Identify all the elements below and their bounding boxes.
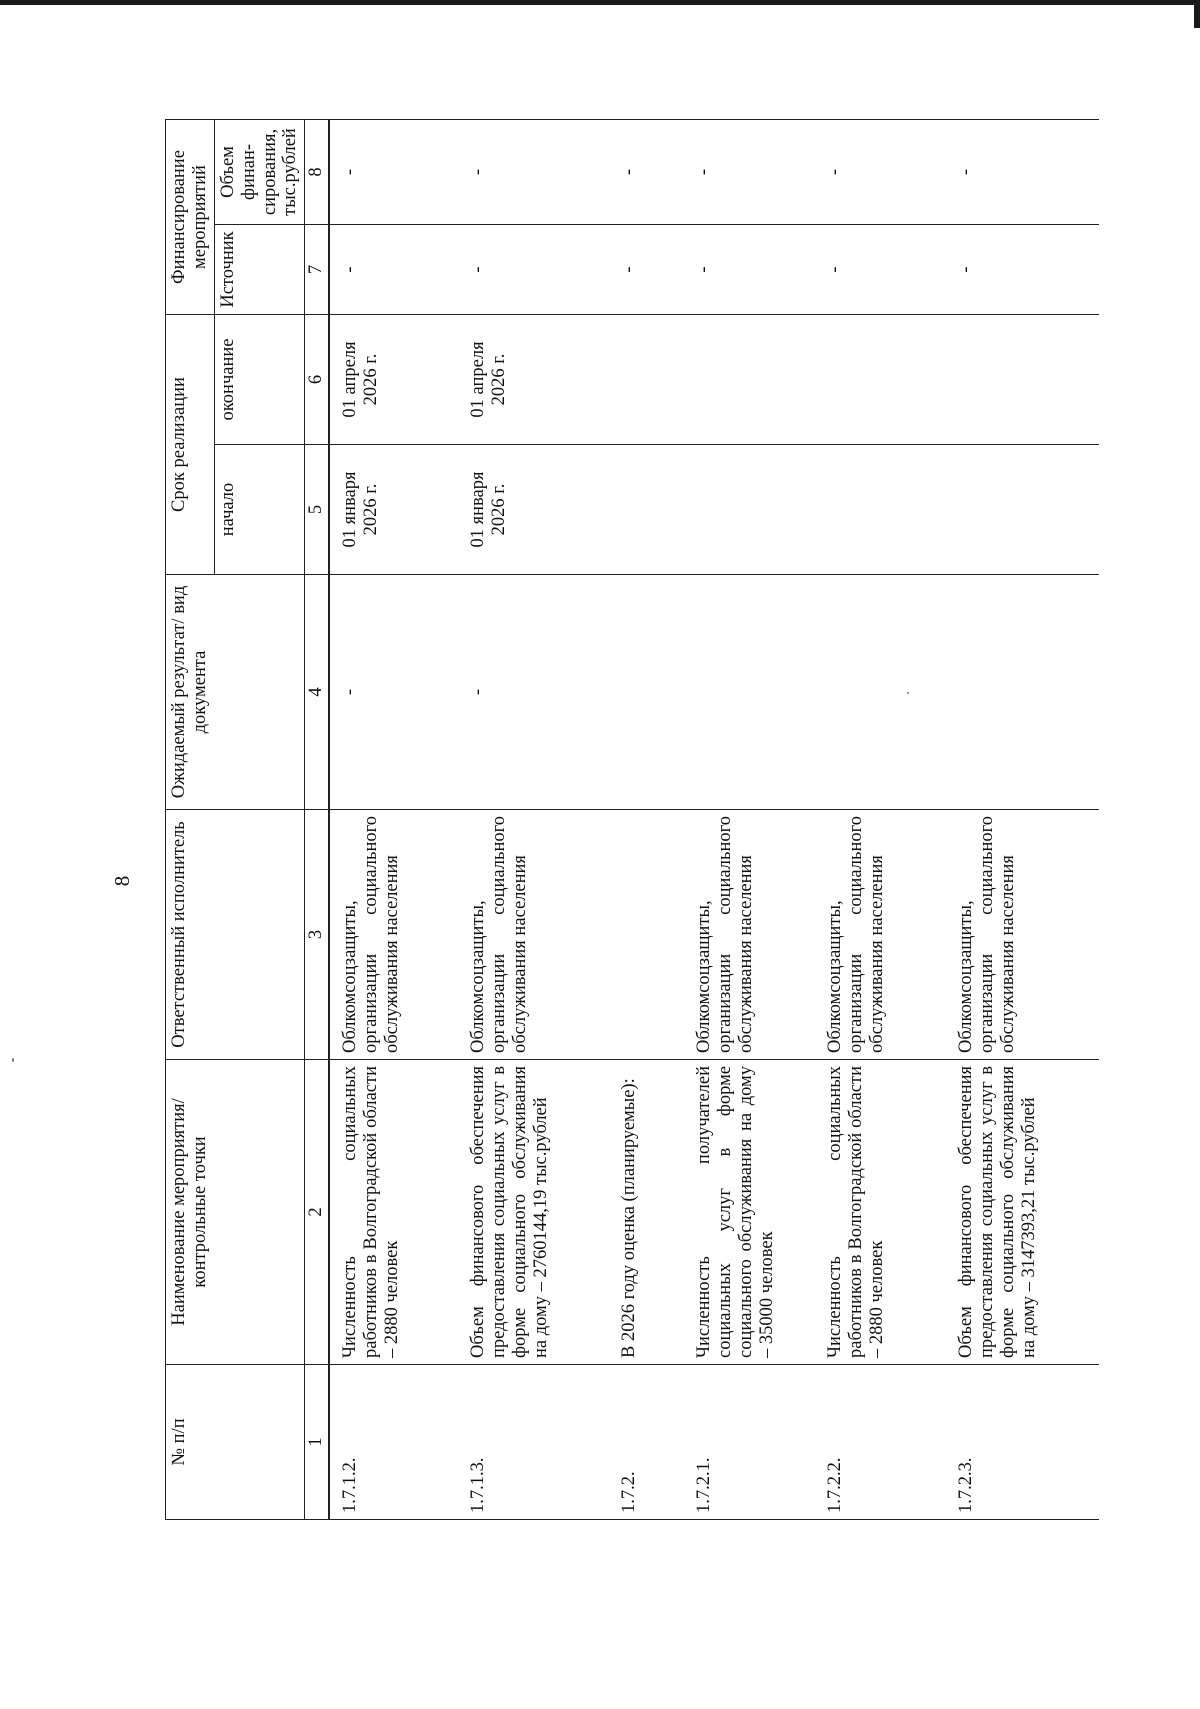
row-financing-source: -: [329, 225, 458, 315]
row-result: -: [458, 575, 609, 810]
row-action-name: Объем финансового обеспечения предоставления социальных услуг в форме социального обслуживания на дому – 2760144,19 тыс.рублей: [458, 1060, 609, 1365]
plan-table: [165, 119, 1099, 1520]
row-result: -: [329, 575, 458, 810]
row-action-name: Численность получателей социальных услуг в форме социального обслуживания на дому – 35000 человек: [684, 1060, 815, 1365]
header-period-start: начало: [214, 445, 305, 575]
row-executor: Облкомсоцзащиты, организации социального обслуживания населения: [684, 810, 815, 1060]
table-row: [684, 120, 815, 1520]
row-result: [946, 575, 1099, 810]
row-end-date: [684, 315, 815, 445]
header-financing-amount: Объем финан- сирования, тыс.рублей: [214, 120, 305, 225]
row-number: 1.7.2.: [609, 1365, 684, 1520]
row-action-name: Численность социальных работников в Волгоградской области – 2880 человек: [329, 1060, 458, 1365]
row-end-date: [609, 315, 684, 445]
header-col-result: Ожидаемый результат/ вид документа: [166, 575, 305, 810]
row-result: [684, 575, 815, 810]
row-financing-source: -: [609, 225, 684, 315]
row-end-date: [946, 315, 1099, 445]
row-result: [609, 575, 684, 810]
row-financing-source: -: [458, 225, 609, 315]
row-number: 1.7.1.3.: [458, 1365, 609, 1520]
row-start-date: [946, 445, 1099, 575]
table-row: [458, 120, 609, 1520]
column-number: 3: [305, 810, 329, 1060]
row-result: [815, 575, 946, 810]
row-financing-amount: -: [815, 120, 946, 225]
header-period-end: окончание: [214, 315, 305, 445]
row-start-date: [609, 445, 684, 575]
row-executor: Облкомсоцзащиты, организации социального обслуживания населения: [458, 810, 609, 1060]
row-start-date: [684, 445, 815, 575]
header-col-name: Наименование мероприятия/ контрольные точки: [166, 1060, 305, 1365]
table-row: [946, 120, 1099, 1520]
row-financing-amount: -: [609, 120, 684, 225]
row-number: 1.7.2.1.: [684, 1365, 815, 1520]
table-row: [329, 120, 458, 1520]
header-col-executor: Ответственный исполнитель: [166, 810, 305, 1060]
row-number: 1.7.2.2.: [815, 1365, 946, 1520]
row-financing-source: -: [946, 225, 1099, 315]
row-executor: Облкомсоцзащиты, организации социального обслуживания населения: [946, 810, 1099, 1060]
table-row: [609, 120, 684, 1520]
row-action-name: Объем финансового обеспечения предоставления социальных услуг в форме социального обслуживания на дому – 3147393,21 тыс.рублей: [946, 1060, 1099, 1365]
row-financing-source: -: [815, 225, 946, 315]
column-number: 7: [305, 225, 329, 315]
row-financing-amount: -: [329, 120, 458, 225]
column-number: 2: [305, 1060, 329, 1365]
header-period: Срок реализации: [166, 315, 215, 575]
row-executor: Облкомсоцзащиты, организации социального обслуживания населения: [815, 810, 946, 1060]
row-number: 1.7.1.2.: [329, 1365, 458, 1520]
scan-top-edge: [0, 0, 1200, 5]
rotated-table-wrap: [165, 120, 1095, 1520]
row-action-name: Численность социальных работников в Волгоградской области – 2880 человек: [815, 1060, 946, 1365]
column-number: 4: [305, 575, 329, 810]
row-executor: Облкомсоцзащиты, организации социального обслуживания населения: [329, 810, 458, 1060]
row-end-date: 01 апреля 2026 г.: [329, 315, 458, 445]
row-financing-amount: -: [458, 120, 609, 225]
row-end-date: 01 апреля 2026 г.: [458, 315, 609, 445]
row-start-date: 01 января 2026 г.: [329, 445, 458, 575]
header-col-no: № п/п: [166, 1365, 305, 1520]
row-number: 1.7.2.3.: [946, 1365, 1099, 1520]
header-financing-source: Источник: [214, 225, 305, 315]
column-number: 5: [305, 445, 329, 575]
table-row: [815, 120, 946, 1520]
row-financing-source: -: [684, 225, 815, 315]
row-action-name: В 2026 году оценка (планируемые):: [609, 1060, 684, 1365]
header-financing: Финансирование мероприятий: [166, 120, 215, 315]
column-number: 1: [305, 1365, 329, 1520]
row-end-date: [815, 315, 946, 445]
row-financing-amount: -: [946, 120, 1099, 225]
row-executor: [609, 810, 684, 1060]
page-number: 8: [110, 875, 134, 887]
row-financing-amount: -: [684, 120, 815, 225]
scan-corner-mark: [1194, 0, 1200, 28]
column-number: 8: [305, 120, 329, 225]
row-start-date: [815, 445, 946, 575]
column-number: 6: [305, 315, 329, 445]
row-start-date: 01 января 2026 г.: [458, 445, 609, 575]
scan-speck: [12, 1058, 14, 1062]
